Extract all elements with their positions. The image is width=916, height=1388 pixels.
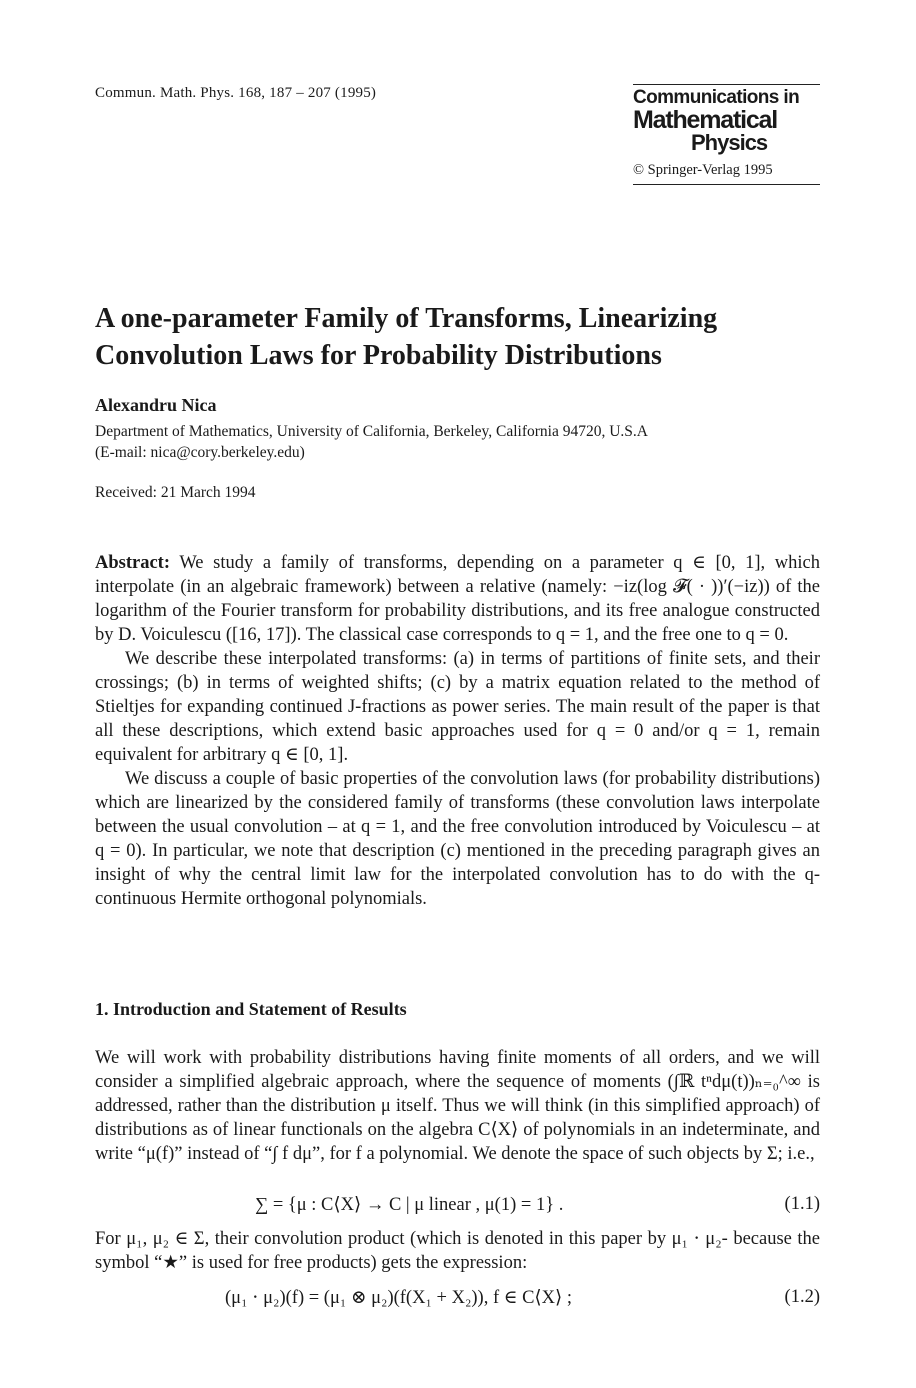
equation-1-2 [95, 1287, 820, 1313]
abstract-text-1: We study a family of transforms, depending on a parameter q ∈ [0, 1], which interpolate (in an algebraic framework) between a relative (namely: −iz(log 𝓕( · ))′(−iz)) of the logarithm of the Fourier transform for probability distributions, and its free analogue constructed by D. Voiculescu ([16, 17]). The classical case corresponds to q = 1, and the free one to q = 0. [95, 553, 820, 645]
introduction-text [95, 1046, 820, 1166]
equation-1-2-number: (1.2) [784, 1287, 820, 1307]
abstract-paragraph-1 [95, 551, 820, 647]
author-name: Alexandru Nica [95, 395, 217, 415]
equation-1-1-formula: ∑ = {μ : C⟨X⟩ → C | μ linear , μ(1) = 1} . [255, 1195, 564, 1215]
abstract [95, 551, 820, 911]
intro-paragraph-1: We will work with probability distributions having finite moments of all orders, and we will consider a simplified algebraic approach, where the sequence of moments (∫ℝ tⁿdμ(t))ₙ₌₀^∞ is addressed, rather than the distribution μ itself. Thus we will think (in this simplified approach) of distributions as of linear functionals on the algebra C⟨X⟩ of polynomials in an indeterminate, and write “μ(f)” instead of “∫ f dμ”, for f a polynomial. We denote the space of such objects by Σ; i.e., [95, 1048, 820, 1164]
intro-paragraph-2-block [95, 1227, 820, 1275]
title-line-2: Convolution Laws for Probability Distributions [95, 340, 662, 371]
title-line-1: A one-parameter Family of Transforms, Linearizing [95, 303, 718, 334]
equation-1-1 [95, 1194, 820, 1220]
intro-paragraph-2: For μ₁, μ₂ ∈ Σ, their convolution product (which is denoted in this paper by μ₁ ⋅ μ₂- because the symbol “★” is used for free products) gets the expression: [95, 1229, 820, 1273]
copyright-notice: © Springer-Verlag 1995 [633, 162, 773, 178]
journal-citation: Commun. Math. Phys. 168, 187 – 207 (1995) [95, 85, 377, 101]
email-text: (E-mail: nica@cory.berkeley.edu) [95, 444, 305, 461]
abstract-label: Abstract: [95, 553, 171, 573]
paper-title [95, 300, 825, 374]
journal-name-line1: Communications in [633, 87, 800, 108]
section-heading: 1. Introduction and Statement of Results [95, 999, 407, 1019]
abstract-paragraph-3: We discuss a couple of basic properties of the convolution laws (for probability distributions) which are linearized by the considered family of transforms (these convolution laws interpolate between the usual convolution – at q = 1, and the free convolution introduced by Voiculescu – at q = 0). In particular, we note that description (c) mentioned in the preceding paragraph gives an insight of why the central limit law for the interpolated convolution has to do with the q-continuous Hermite orthogonal polynomials. [95, 769, 820, 909]
journal-name-line3: Physics [691, 130, 768, 155]
journal-name-line2: Mathematical [633, 106, 777, 134]
author-affiliation [95, 421, 825, 463]
equation-1-2-formula: (μ₁ ⋅ μ₂)(f) = (μ₁ ⊗ μ₂)(f(X₁ + X₂)), f ∈ C⟨X⟩ ; [225, 1288, 572, 1308]
abstract-paragraph-2: We describe these interpolated transforms: (a) in terms of partitions of finite sets, and their crossings; (b) in terms of weighted shifts; (c) by a matrix equation related to the method of Stieltjes for expanding continued J-fractions as power series. The main result of the paper is that all these descriptions, which extend basic approaches used for q = 0 and/or q = 1, remain equivalent for arbitrary q ∈ [0, 1]. [95, 649, 820, 765]
affiliation-text: Department of Mathematics, University of California, Berkeley, California 94720, U.S.A [95, 423, 648, 440]
equation-1-1-number: (1.1) [784, 1194, 820, 1214]
received-date: Received: 21 March 1994 [95, 484, 256, 501]
journal-logo [633, 84, 820, 185]
